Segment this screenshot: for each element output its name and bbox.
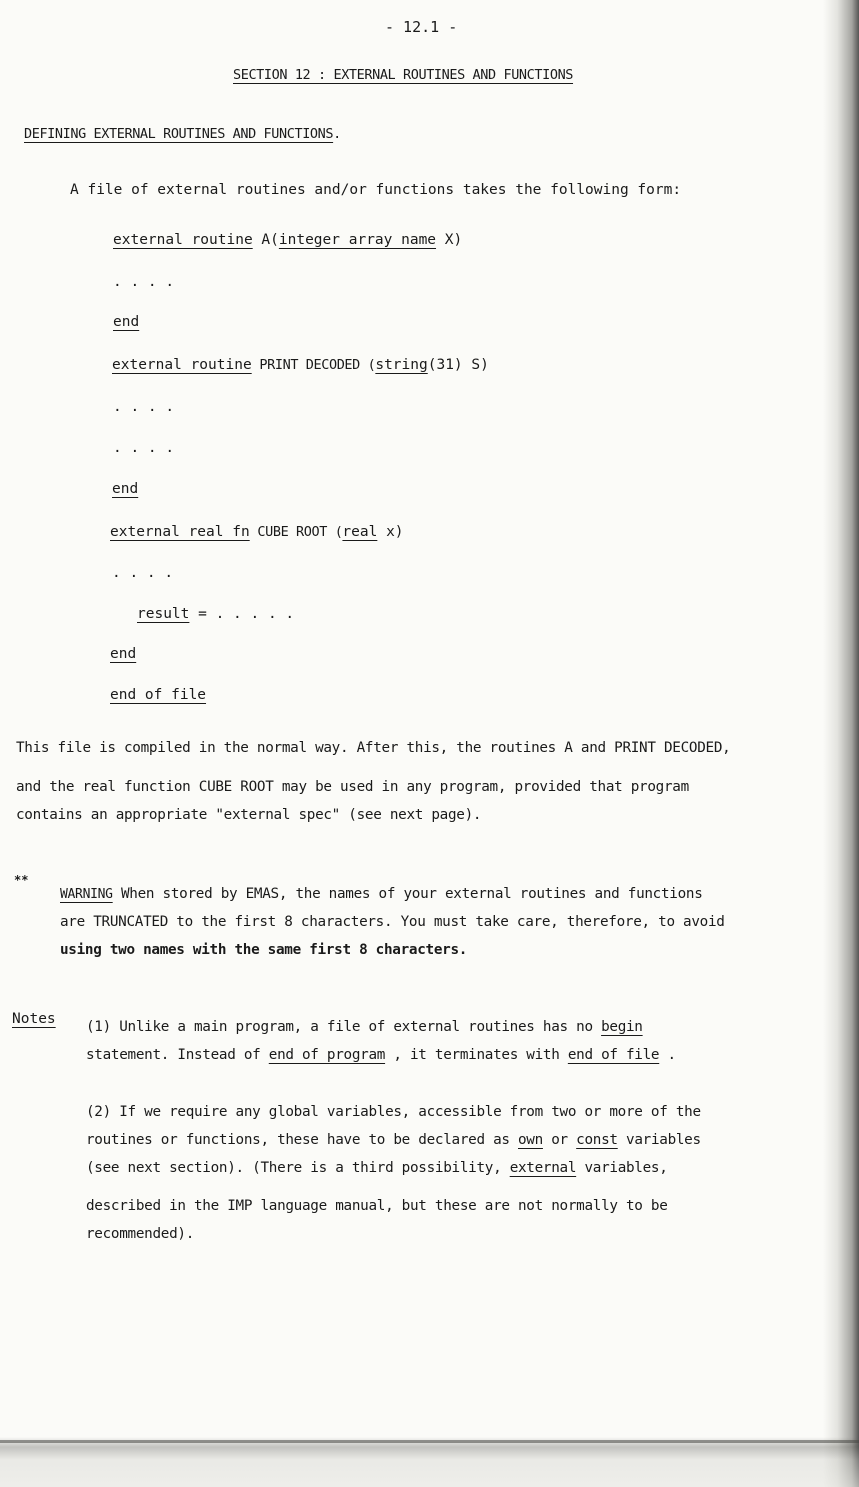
note-2-line: (2) If we require any global variables, accessible from two or more of the (86, 1104, 701, 1120)
page-bottom-edge (0, 1437, 859, 1487)
code-text: CUBE ROOT ( (249, 524, 343, 540)
note-text: (see next section). (There is a third possibility, (86, 1160, 510, 1176)
warning-line: using two names with the same first 8 characters. (60, 942, 468, 958)
note-text: . (659, 1047, 676, 1063)
paragraph-line: This file is compiled in the normal way. After this, the routines A and PRINT DECODED, (16, 740, 731, 756)
note-1-line (86, 1048, 676, 1062)
code-dots: . . . . (113, 440, 175, 456)
intro-text: A file of external routines and/or functions takes the following form: (70, 182, 682, 198)
subheading (24, 128, 341, 142)
note-text: routines or functions, these have to be declared as (86, 1132, 518, 1148)
note-2-line: recommended). (86, 1226, 194, 1242)
note-text: or (542, 1132, 577, 1148)
code-text: = . . . . . (189, 606, 295, 622)
keyword-external-real-fn: external real fn (110, 524, 250, 540)
code-text: (31) S) (427, 357, 489, 373)
keyword-external-routine: external routine (112, 357, 252, 373)
keyword-real: real (342, 524, 378, 540)
note-2-line (86, 1133, 701, 1147)
notes-label: Notes (12, 1011, 56, 1027)
warning-label: WARNING (60, 887, 113, 902)
keyword-integer-array-name: integer array name (278, 232, 437, 248)
keyword-external-routine: external routine (113, 232, 253, 248)
page-bottom-line (0, 1440, 859, 1443)
code-line-print-decoded (112, 358, 489, 373)
warning-text: When stored by EMAS, the names of your external routines and functions (121, 886, 703, 902)
warning-line (60, 887, 703, 901)
note-2-line: described in the IMP language manual, but these are not normally to be (86, 1198, 668, 1214)
code-line-result (137, 607, 294, 622)
keyword-end-of-program: end of program (268, 1047, 386, 1063)
code-dots: . . . . (113, 399, 175, 415)
note-text: , it terminates with (385, 1047, 568, 1063)
paragraph-line: contains an appropriate "external spec" (see next page). (16, 807, 482, 823)
page-number: - 12.1 - (385, 18, 458, 36)
code-text: PRINT DECODED ( (251, 357, 376, 373)
code-text: X) (436, 232, 463, 248)
keyword-end: end (112, 481, 139, 497)
page-edge-shadow (823, 0, 859, 1487)
warning-spacer (113, 886, 121, 902)
note-text: variables, (576, 1160, 668, 1176)
note-text: statement. Instead of (86, 1047, 269, 1063)
note-1-line (86, 1020, 643, 1034)
code-dots: . . . . (113, 274, 175, 290)
keyword-end-of-file: end of file (110, 687, 207, 703)
keyword-result: result (137, 606, 190, 622)
paragraph-line: and the real function CUBE ROOT may be used in any program, provided that program (16, 779, 689, 795)
code-line-cube-root (110, 525, 404, 540)
code-text: A( (252, 232, 279, 248)
keyword-end-of-file: end of file (567, 1047, 660, 1063)
subheading-period: . (333, 126, 341, 142)
code-dots: . . . . (112, 565, 174, 581)
code-line-routine-a (113, 233, 462, 248)
keyword-const: const (576, 1132, 618, 1148)
keyword-string: string (375, 357, 428, 373)
note-2-line (86, 1161, 668, 1175)
note-text: (1) Unlike a main program, a file of external routines has no (86, 1019, 602, 1035)
keyword-external: external (509, 1160, 577, 1176)
keyword-end: end (110, 646, 137, 662)
code-text: x) (377, 524, 404, 540)
section-title: SECTION 12 : EXTERNAL ROUTINES AND FUNCTIONS (233, 67, 574, 83)
warning-marker: ** (14, 873, 29, 887)
note-text: variables (617, 1132, 701, 1148)
subheading-text: DEFINING EXTERNAL ROUTINES AND FUNCTIONS (24, 126, 334, 142)
keyword-begin: begin (601, 1019, 643, 1035)
warning-line: are TRUNCATED to the first 8 characters. You must take care, therefore, to avoid (60, 914, 725, 930)
keyword-end: end (113, 314, 140, 330)
keyword-own: own (518, 1132, 543, 1148)
